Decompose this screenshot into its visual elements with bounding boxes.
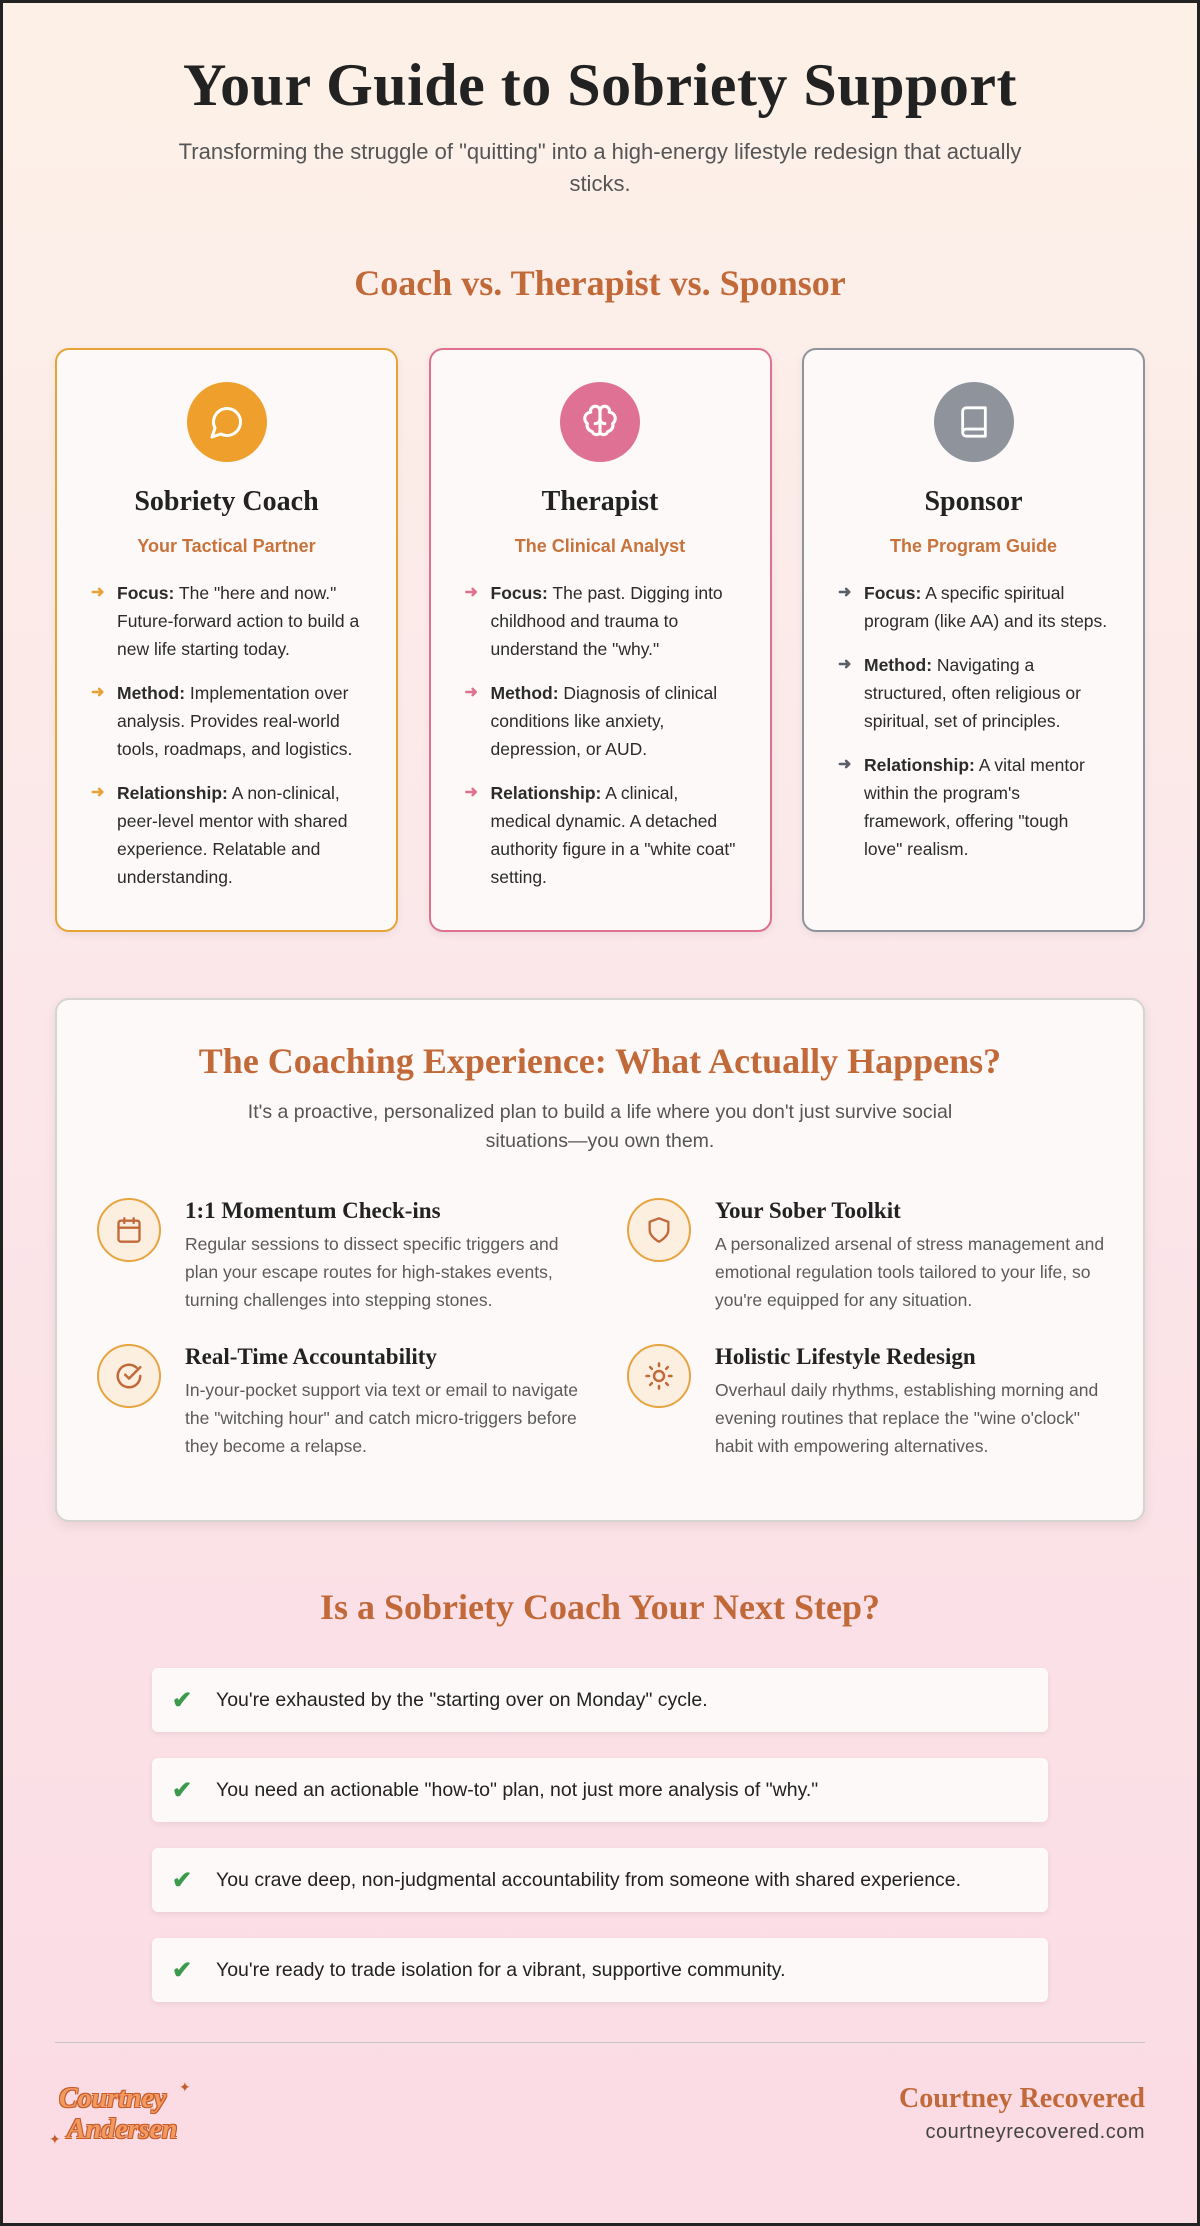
card-point <box>91 779 362 891</box>
card-point <box>91 579 362 663</box>
card-sobriety-coach <box>55 348 398 932</box>
point-text: Navigating a structured, often religious or spiritual, set of principles. <box>864 655 1081 731</box>
brain-icon <box>560 382 640 462</box>
point-text: A vital mentor within the program's framework, offering "tough love" realism. <box>864 755 1085 859</box>
arrow-right-icon: ➜ <box>464 684 478 701</box>
feature-desc: In-your-pocket support via text or email to navigate the "witching hour" and catch micro-triggers before they become a relapse. <box>185 1380 578 1456</box>
book-icon <box>934 382 1014 462</box>
feature-desc: Regular sessions to dissect specific triggers and plan your escape routes for high-stakes events, turning challenges into stepping stones. <box>185 1234 559 1310</box>
experience-title: The Coaching Experience: What Actually Happens? <box>198 1041 1002 1081</box>
card-point <box>91 679 362 763</box>
arrow-right-icon: ➜ <box>91 584 105 601</box>
point-label: Method: <box>117 683 186 703</box>
feature-title: 1:1 Momentum Check-ins <box>185 1198 441 1223</box>
point-text: The past. Digging into childhood and trauma to understand the "why." <box>490 583 723 659</box>
list-item <box>152 1848 1048 1912</box>
brand-url-link[interactable]: courtneyrecovered.com <box>925 2121 1145 2143</box>
sparkle-icon: ✦ <box>49 2131 61 2147</box>
card-name: Sponsor <box>924 486 1023 517</box>
point-label: Relationship: <box>490 783 602 803</box>
experience-intro: It's a proactive, personalized plan to build a life where you don't just survive social situations—you own them. <box>247 1101 953 1152</box>
point-text: The "here and now." Future-forward action to build a new life starting today. <box>117 583 360 659</box>
next-step-title: Is a Sobriety Coach Your Next Step? <box>319 1587 880 1627</box>
point-label: Relationship: <box>117 783 228 803</box>
card-point <box>465 779 736 891</box>
feature-title: Your Sober Toolkit <box>715 1198 901 1223</box>
card-points <box>465 579 736 891</box>
chat-bubble-icon <box>187 382 267 462</box>
comparison-cards <box>55 348 1145 932</box>
arrow-right-icon: ➜ <box>91 784 105 801</box>
point-text: Implementation over analysis. Provides real-world tools, roadmaps, and logistics. <box>117 683 353 759</box>
shield-icon <box>627 1198 691 1262</box>
footer-divider <box>55 2042 1145 2043</box>
checkmark-icon: ✔ <box>172 1866 193 1894</box>
feature-title: Real-Time Accountability <box>185 1344 437 1369</box>
card-points <box>838 579 1109 863</box>
point-label: Method: <box>490 683 559 703</box>
feature-item <box>97 1198 627 1314</box>
card-point <box>465 579 736 663</box>
arrow-right-icon: ➜ <box>91 684 105 701</box>
logo-text-line2: Andersen <box>67 2114 178 2145</box>
point-text: Diagnosis of clinical conditions like anxiety, depression, or AUD. <box>490 683 718 759</box>
checkmark-icon: ✔ <box>172 1776 193 1804</box>
list-item-text: You're exhausted by the "starting over on Monday" cycle. <box>216 1688 708 1711</box>
logo-text-line1: Courtney <box>59 2083 167 2114</box>
list-item <box>152 1938 1048 2002</box>
list-item-text: You're ready to trade isolation for a vibrant, supportive community. <box>216 1958 786 1981</box>
next-step-checklist <box>152 1668 1048 2002</box>
point-label: Method: <box>864 655 933 675</box>
card-point <box>838 579 1109 635</box>
feature-grid <box>97 1198 1103 1460</box>
point-label: Focus: <box>864 583 922 603</box>
logo[interactable] <box>49 2079 215 2153</box>
card-name: Therapist <box>541 486 659 517</box>
footer <box>49 2079 1145 2153</box>
list-item-text: You crave deep, non-judgmental accountability from someone with shared experience. <box>216 1868 962 1891</box>
point-label: Relationship: <box>864 755 975 775</box>
point-label: Focus: <box>490 583 548 603</box>
feature-desc: Overhaul daily rhythms, establishing morning and evening routines that replace the "wine o'clock" habit with empowering alternatives. <box>715 1380 1099 1456</box>
calendar-icon <box>97 1198 161 1262</box>
header <box>55 3 1145 200</box>
page-title: Your Guide to Sobriety Support <box>182 52 1018 118</box>
sparkle-icon: ✦ <box>179 2079 191 2095</box>
point-text: A specific spiritual program (like AA) and its steps. <box>864 583 1108 631</box>
list-item-text: You need an actionable "how-to" plan, not just more analysis of "why." <box>216 1778 819 1801</box>
sun-icon <box>627 1344 691 1408</box>
card-sponsor <box>802 348 1145 932</box>
feature-item <box>627 1198 1137 1314</box>
check-circle-icon <box>97 1344 161 1408</box>
list-item <box>152 1758 1048 1822</box>
card-point <box>465 679 736 763</box>
card-point <box>838 751 1109 863</box>
checkmark-icon: ✔ <box>172 1956 193 1984</box>
arrow-right-icon: ➜ <box>838 656 852 673</box>
point-text: A non-clinical, peer-level mentor with shared experience. Relatable and understanding. <box>117 783 348 887</box>
checkmark-icon: ✔ <box>172 1686 193 1714</box>
footer-brand <box>899 2083 1145 2144</box>
page-subtitle: Transforming the struggle of "quitting" into a high-energy lifestyle redesign that actually sticks. <box>178 139 1022 196</box>
card-role: Your Tactical Partner <box>137 536 316 556</box>
card-role: The Program Guide <box>889 536 1058 556</box>
comparison-title: Coach vs. Therapist vs. Sponsor <box>354 263 846 303</box>
card-role: The Clinical Analyst <box>514 536 686 556</box>
arrow-right-icon: ➜ <box>838 756 852 773</box>
brand-name: Courtney Recovered <box>899 2083 1145 2114</box>
feature-desc: A personalized arsenal of stress management and emotional regulation tools tailored to your life, so you're equipped for any situation. <box>715 1234 1105 1310</box>
point-label: Focus: <box>117 583 175 603</box>
arrow-right-icon: ➜ <box>464 584 478 601</box>
point-text: A clinical, medical dynamic. A detached authority figure in a "white coat" setting. <box>490 783 736 887</box>
card-therapist <box>429 348 772 932</box>
card-name: Sobriety Coach <box>134 486 319 517</box>
arrow-right-icon: ➜ <box>838 584 852 601</box>
coaching-experience-panel <box>55 998 1145 1522</box>
arrow-right-icon: ➜ <box>464 784 478 801</box>
feature-item <box>97 1344 627 1460</box>
feature-title: Holistic Lifestyle Redesign <box>715 1344 976 1369</box>
feature-item <box>627 1344 1137 1460</box>
list-item <box>152 1668 1048 1732</box>
card-point <box>838 651 1109 735</box>
card-points <box>91 579 362 891</box>
